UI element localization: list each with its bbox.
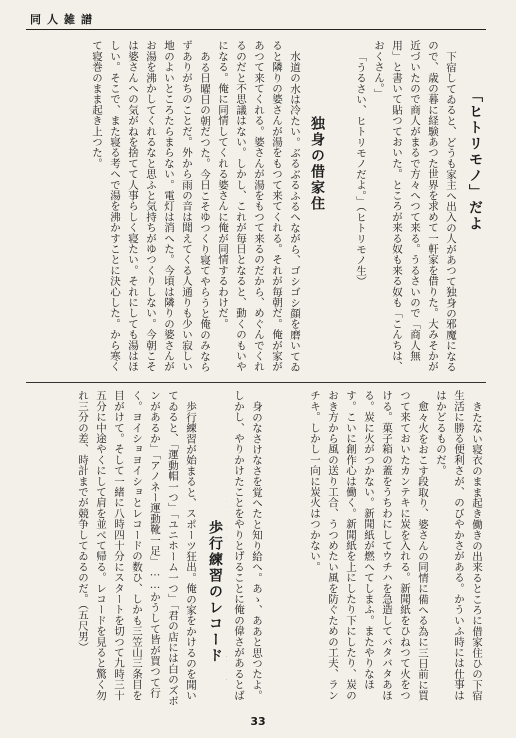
article-body-hitorimono — [328, 40, 460, 374]
article-title-dokushin: 独身の借家住 — [309, 116, 325, 212]
article-title-hitorimono: 「ヒトリモノ」だよ — [467, 88, 483, 232]
header-rule — [26, 29, 486, 30]
article-body-dokushin-upper — [30, 40, 304, 374]
article-title-walking: 歩行練習のレコード — [207, 520, 223, 664]
band-divider-rule — [26, 382, 486, 383]
paragraph: 愈々火をおこす段取り、婆さんの同情に備へる為に三日前に買つて来ておいたカンテキに炭を入れる。新聞紙をひねつて火をつける。菓子箱の蓋をうちわにしてウチハを急造してバタバタあほる。炭に火がつかない。新聞紙が燃へてしまふ。またやりなほす。こいに創作心は働く。新聞紙を上にしたり下にしたり、炭のおき方から風の送り工合、うつめたい風を防ぐための工夫、ランチキ。しかし一向に炭火はつかない。 — [309, 390, 429, 701]
paragraph: 下宿してゐると、どうも家主へ出入の人があつて独身の邪魔になるので、歳の暮に経験あつた世界を求めて一軒家を借りた。大みそかが近づいたので商人がまるで方々へつて来る。うるさいので「商人無用」と書いて貼つておいた。ところが来る奴も来る奴も「こんちは、おくさん。」 — [373, 40, 457, 372]
paragraph: 水道の水は冷たい。ぶるぶるふるへながら、ゴシゴシ顔を磨いてゐると隣りの婆さんが湯をもつて来てくれる。それが毎朝だ。俺が家があつて来てくれる。婆さんが湯をもつて来るのだから、めぐんでくれるのだと不思議はない。しかし、これが毎日となると、動くのもいやになる。俺に同情してくれる婆さんに俺が同情するわけだ。 — [217, 40, 301, 372]
article-body-dokushin-lower — [272, 390, 486, 706]
paragraph: 身のなさけなさを覚へたと知り給へ。あゝ、ああと思つたよ。しかし、やりかけたことをやりとげることに俺の偉さがあるとば — [233, 390, 263, 701]
paragraph: きたない寝衣のまま起き働きの出来るところに借家住ひの下宿生活に勝る便利さが、のびやかさがある。かういふ時には仕事ははかどるものだ。 — [435, 390, 483, 701]
running-head: 同人雑譜 — [30, 13, 98, 26]
paragraph: ある日曜日の朝だつた。今日こそゆつくり寝てやらうと俺のみならずありがちのことだ。外から雨の音は聞えてくる人通りも少い寂しい地のよいところたらまらない。電灯は消へた。今頃は隣りの婆さんがお湯を沸かしてくれるなと思ふと気持ちがゆつくりしない。今朝こそは婆さんへの気がねを捨てて人事らしく寝たい。それにしても湯はほしい。そこで、また寝る考へで湯を沸かすことに決心した。から寒くて寝巻のまま起き上つた。 — [91, 40, 211, 372]
paragraph: 「うるさい、ヒトリモノだよ。」（ヒトリモノ生） — [355, 50, 367, 287]
article-body-walking-intro — [226, 390, 266, 706]
page-number: 33 — [250, 715, 266, 728]
article-body-walking — [32, 390, 200, 706]
paragraph: 歩行練習が始まると、スポーツ狂出。俺の家をかけるのを聞いてゐると、「運動帽一つ」「ユニホーム一つ」「君の店には白のズボンがあるか」「アノネー運動靴一足」……かうして皆が買つて行く。ヨイショヨイショとレコードの数ひ、しかも三笠山三条目を目がけて。そして一緒に八時四十分にスタートを切つて九時三十五分に中途やくにして肩を並べて帰る。レコードを見ると驚く勿れ三分の差、時計までが競争してゐるのだ。（五尺男） — [77, 390, 197, 706]
